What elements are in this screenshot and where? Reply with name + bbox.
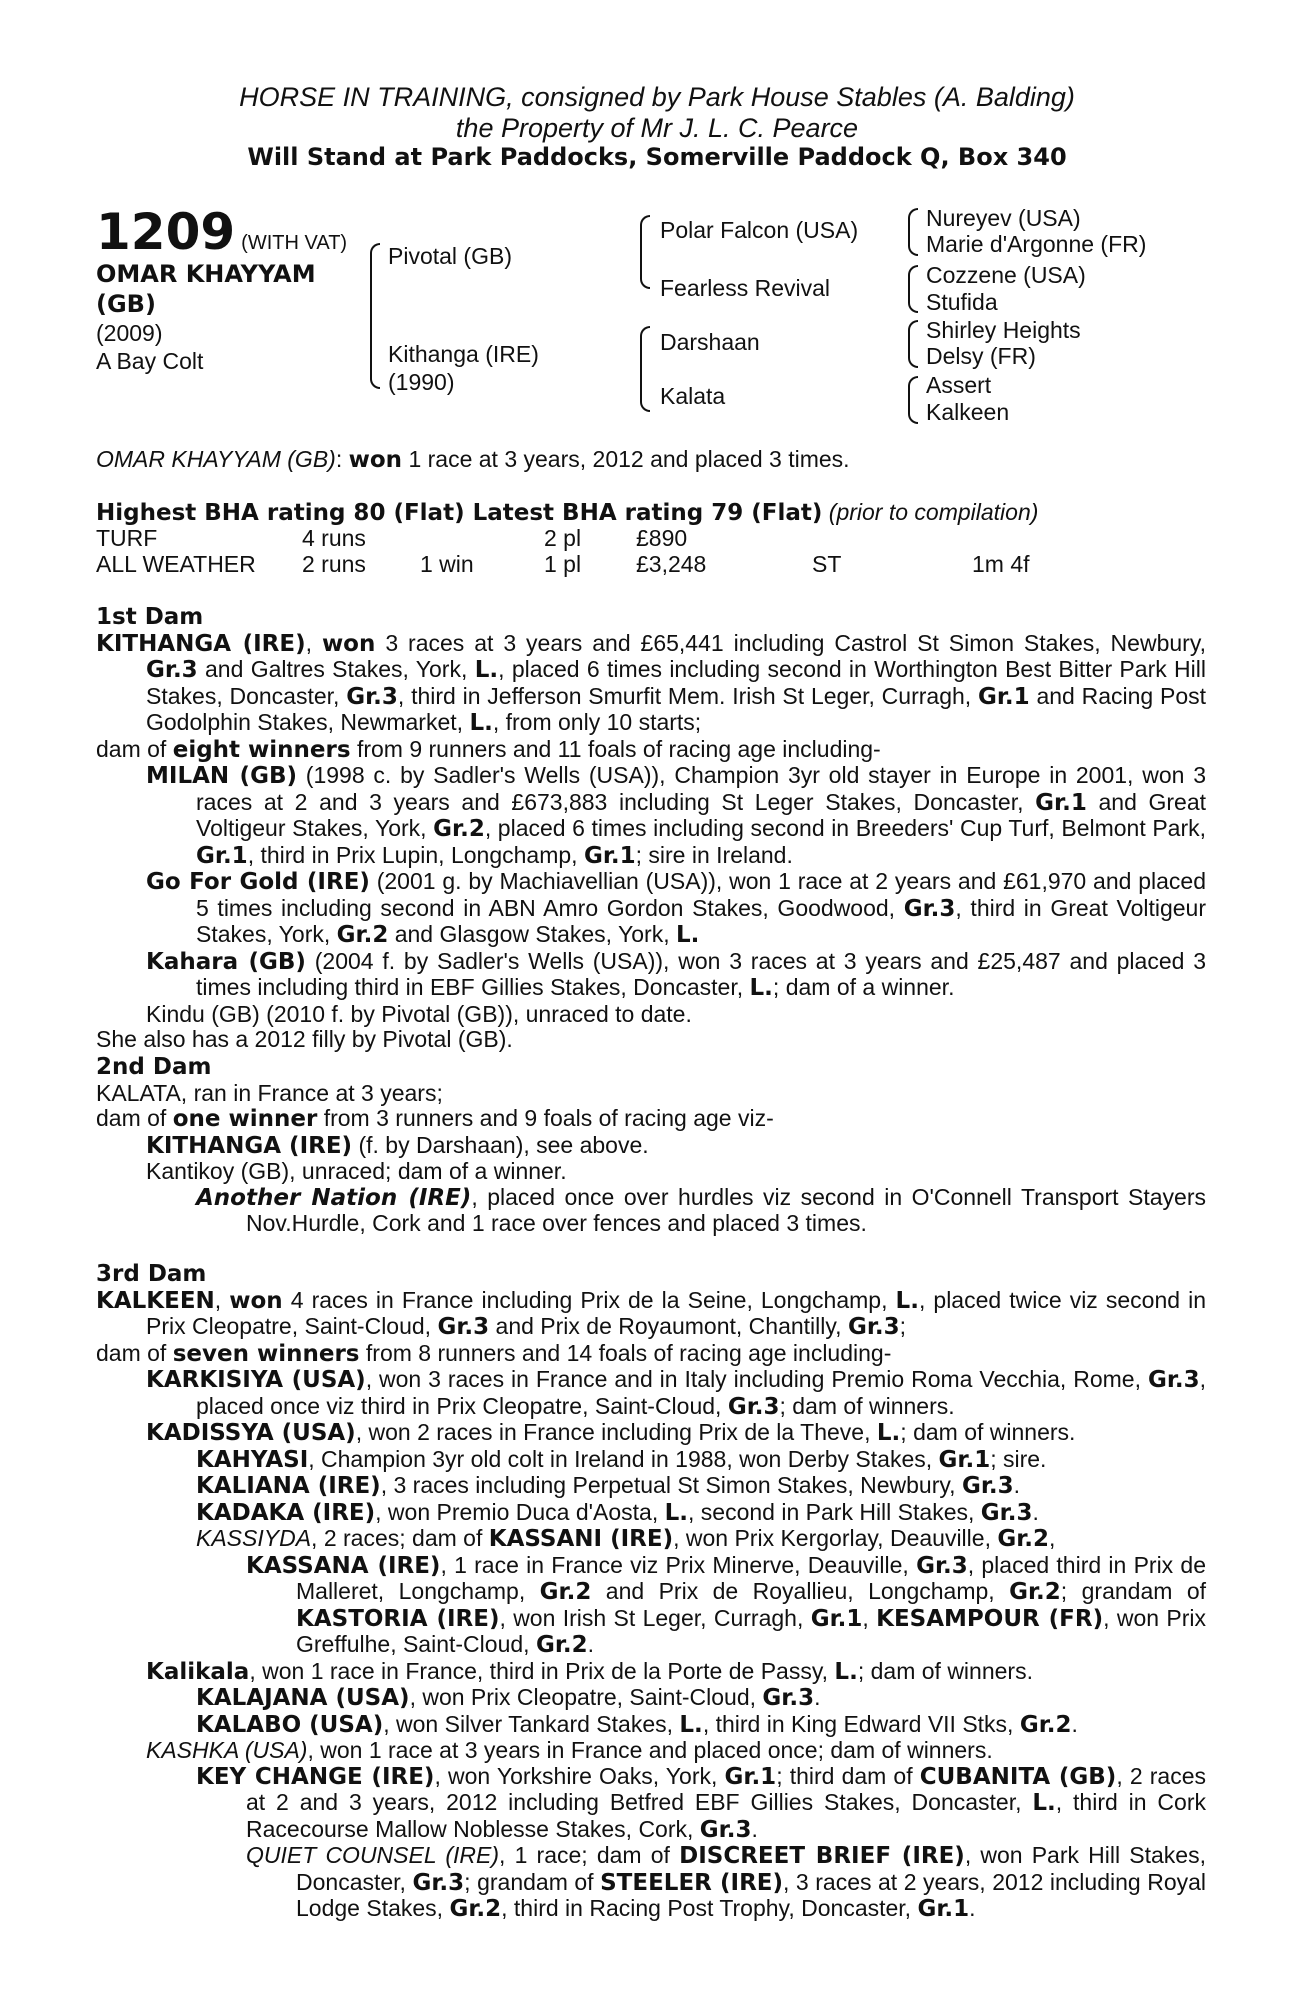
also-line: She also has a 2012 filly by Pivotal (GB).: [96, 1026, 513, 1052]
ped-dd: Kalata: [660, 383, 726, 409]
brace-ds: [908, 320, 918, 368]
another-nation-entry: Another Nation (IRE), placed once over hurdles viz second in O'Connell Transport Stayers Nov.Hurdle, Cork and 1 race over fences and placed 3 times.: [196, 1183, 1206, 1236]
ped-ddd: Kalkeen: [926, 399, 1010, 425]
kithanga-entry: KITHANGA (IRE), won 3 races at 3 years and £65,441 including Castrol St Simon Stakes, Newbury, Gr.3 and Galtres Stakes, York, L., placed 6 times including second in Worthington Best Bitter Park Hill Stakes, Doncaster, Gr.3, third in Jefferson Smurfit Mem. Irish St Leger, Curragh, Gr.1 and Racing Post Godolphin Stakes, Newmarket, L., from only 10 starts;: [96, 629, 1207, 736]
karkisiya-entry: KARKISIYA (USA), won 3 races in France and in Italy including Premio Roma Vecchia, Rome, Gr.3, placed once viz third in Prix Cleopatre, Saint-Cloud, Gr.3; dam of winners.: [146, 1366, 1207, 1420]
kalata-entry: KALATA, ran in France at 3 years;: [96, 1079, 443, 1106]
horse-desc: A Bay Colt: [96, 348, 204, 374]
ped-ds: Darshaan: [660, 329, 760, 355]
kalabo-entry: KALABO (USA), won Silver Tankard Stakes, L., third in King Edward VII Stks, Gr.2.: [196, 1710, 1078, 1738]
first-dam-title: 1st Dam: [96, 604, 204, 630]
kithanga-ref: KITHANGA (IRE) (f. by Darshaan), see above.: [146, 1131, 649, 1159]
go-for-gold-entry: Go For Gold (IRE) (2001 g. by Machiavellian (USA)), won 1 race at 2 years and £61,970 and placed 5 times including second in ABN Amro Gordon Stakes, Goodwood, Gr.3, third in Great Voltigeur Stakes, York, Gr.2 and Glasgow Stakes, York, L.: [146, 868, 1207, 948]
ped-dss: Shirley Heights: [926, 317, 1081, 343]
brace-ss: [908, 208, 918, 256]
lot-info: [96, 205, 347, 375]
header-line-1: HORSE IN TRAINING, consigned by Park House Stables (A. Balding): [239, 82, 1075, 112]
milan-entry: MILAN (GB) (1998 c. by Sadler's Wells (USA)), Champion 3yr old stayer in Europe in 2001, won 3 races at 2 and 3 years and £673,883 including St Leger Stakes, Doncaster, Gr.1 and Great Voltigeur Stakes, York, Gr.2, placed 6 times including second in Breeders' Cup Turf, Belmont Park, Gr.1, third in Prix Lupin, Longchamp, Gr.1; sire in Ireland.: [146, 762, 1207, 869]
horse-year: (2009): [96, 320, 163, 346]
lot-number: 1209: [96, 203, 236, 261]
kashka-entry: KASHKA (USA), won 1 race at 3 years in France and placed once; dam of winners.: [146, 1737, 993, 1763]
ped-sds: Cozzene (USA): [926, 262, 1086, 288]
horse-name-2: (GB): [96, 290, 156, 318]
brace-sd: [908, 265, 918, 313]
ped-ssd: Marie d'Argonne (FR): [926, 231, 1147, 257]
ped-ss: Polar Falcon (USA): [660, 217, 859, 243]
brace-sire-dam: [370, 243, 380, 389]
ped-sdd: Stufida: [926, 289, 998, 315]
brace-dam-parents: [640, 326, 650, 412]
rating-line: Highest BHA rating 80 (Flat) Latest BHA rating 79 (Flat) (prior to compilation): [96, 499, 1039, 526]
first-dam-of: dam of eight winners from 9 runners and 11 foals of racing age including-: [96, 735, 881, 763]
kaliana-entry: KALIANA (IRE), 3 races including Perpetual St Simon Stakes, Newbury, Gr.3.: [196, 1472, 1021, 1499]
kassana-entry: KASSANA (IRE), 1 race in France viz Prix Minerve, Deauville, Gr.3, placed third in Prix de Malleret, Longchamp, Gr.2 and Prix de Royallieu, Longchamp, Gr.2; grandam of KASTORIA (IRE), won Irish St Leger, Curragh, Gr.1, KESAMPOUR (FR), won Prix Greffulhe, Saint-Cloud, Gr.2.: [246, 1551, 1207, 1658]
third-dam-section: [96, 1262, 1206, 1923]
ped-dds: Assert: [926, 372, 992, 398]
header-line-3: Will Stand at Park Paddocks, Somerville Paddock Q, Box 340: [247, 143, 1067, 171]
first-dam-section: [96, 605, 1206, 1053]
kahara-entry: Kahara (GB) (2004 f. by Sadler's Wells (USA)), won 3 races at 3 years and £25,487 and placed 3 times including third in EBF Gillies Stakes, Doncaster, L.; dam of a winner.: [146, 947, 1207, 1001]
ped-dam: Kithanga (IRE): [388, 341, 539, 367]
kassiyda-entry: KASSIYDA, 2 races; dam of KASSANI (IRE), won Prix Kergorlay, Deauville, Gr.2,: [196, 1525, 1056, 1552]
kantikoy-entry: Kantikoy (GB), unraced; dam of a winner.: [146, 1158, 567, 1184]
ped-dsd: Delsy (FR): [926, 343, 1036, 369]
brace-dd: [908, 376, 918, 424]
second-dam-of: dam of one winner from 3 runners and 9 foals of racing age viz-: [96, 1105, 774, 1132]
kalikala-entry: Kalikala, won 1 race in France, third in Prix de la Porte de Passy, L.; dam of winners.: [146, 1657, 1033, 1685]
ped-sd: Fearless Revival: [660, 275, 830, 301]
key-change-entry: KEY CHANGE (IRE), won Yorkshire Oaks, York, Gr.1; third dam of CUBANITA (GB), 2 races at 2 and 3 years, 2012 including Betfred EBF Gillies Stakes, Doncaster, L., third in Cork Racecourse Mallow Noblesse Stakes, Cork, Gr.3.: [196, 1762, 1206, 1843]
brace-sire-parents: [640, 215, 650, 289]
summary-line: OMAR KHAYYAM (GB): won 1 race at 3 years, 2012 and placed 3 times.: [96, 446, 850, 473]
kadaka-entry: KADAKA (IRE), won Premio Duca d'Aosta, L., second in Park Hill Stakes, Gr.3.: [196, 1498, 1039, 1526]
third-dam-of: dam of seven winners from 8 runners and 14 foals of racing age including-: [96, 1339, 892, 1367]
ped-sire: Pivotal (GB): [388, 243, 512, 269]
kalajana-entry: KALAJANA (USA), won Prix Cleopatre, Saint-Cloud, Gr.3.: [196, 1684, 821, 1711]
lot-vat: (WITH VAT): [241, 232, 348, 254]
kalkeen-entry: KALKEEN, won 4 races in France including Prix de la Seine, Longchamp, L., placed twice viz second in Prix Cleopatre, Saint-Cloud, Gr.3 and Prix de Royaumont, Chantilly, Gr.3;: [96, 1286, 1206, 1340]
ped-dam-year: (1990): [388, 369, 455, 395]
second-dam-title: 2nd Dam: [96, 1054, 212, 1080]
kindu-entry: Kindu (GB) (2010 f. by Pivotal (GB)), unraced to date.: [146, 1000, 692, 1027]
third-dam-title: 3rd Dam: [96, 1261, 207, 1287]
ped-sss: Nureyev (USA): [926, 205, 1081, 231]
kadissya-entry: KADISSYA (USA), won 2 races in France including Prix de la Theve, L.; dam of winners.: [146, 1419, 1076, 1446]
header-line-2: the Property of Mr J. L. C. Pearce: [455, 113, 859, 143]
kahyasi-entry: KAHYASI, Champion 3yr old colt in Ireland in 1988, won Derby Stakes, Gr.1; sire.: [196, 1445, 1047, 1473]
horse-name-1: OMAR KHAYYAM: [96, 260, 316, 288]
quiet-counsel-entry: QUIET COUNSEL (IRE), 1 race; dam of DISCREET BRIEF (IRE), won Park Hill Stakes, Doncaster, Gr.3; grandam of STEELER (IRE), 3 races at 2 years, 2012 including Royal Lodge Stakes, Gr.2, third in Racing Post Trophy, Doncaster, Gr.1.: [246, 1842, 1207, 1922]
second-dam-section: [96, 1055, 1206, 1237]
